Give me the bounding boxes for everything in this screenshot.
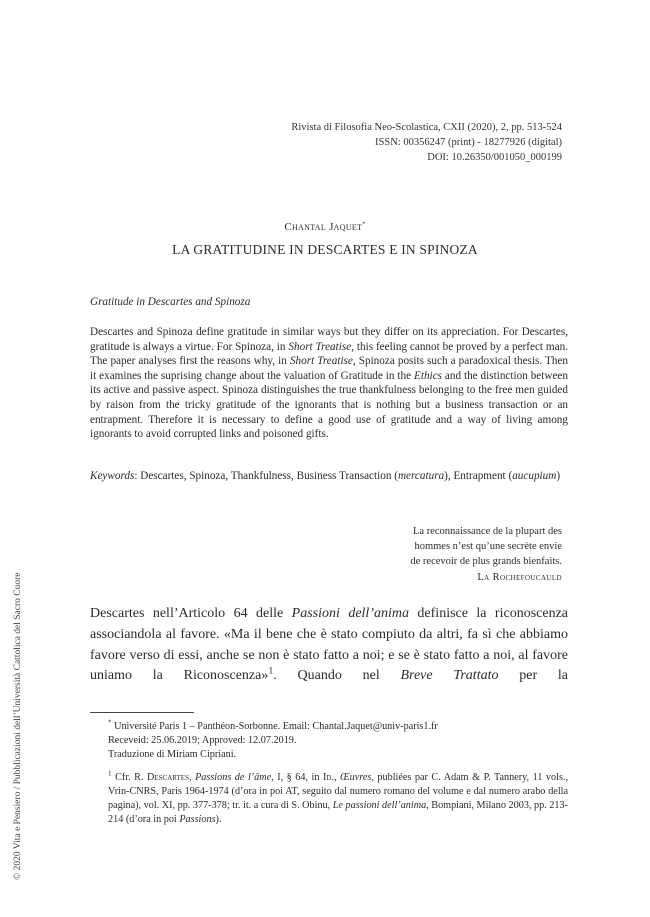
keywords-italic: aucupium (512, 470, 557, 482)
author-name-text: Chantal Jaquet (284, 221, 363, 233)
footnote-italic: Passions de l’âme (195, 772, 272, 784)
footnote-text: ., (331, 772, 341, 784)
footnote-author-name: Descartes (147, 772, 189, 784)
keywords-text: : Descartes, Spinoza, Thankfulness, Business Transaction ( (134, 470, 398, 482)
keywords-label: Keywords (90, 470, 135, 482)
keywords-text: ), Entrapment ( (444, 470, 513, 482)
footnote-text: Université Paris 1 – Panthéon-Sorbonne. Email: Chantal.Jaquet@univ-paris1.fr (111, 721, 438, 732)
epigraph-source: La Rochefoucauld (477, 572, 562, 584)
footnote-author (108, 720, 568, 761)
body-italic: Breve Trattato (400, 668, 499, 684)
body-italic: Passioni dell’anima (291, 606, 409, 621)
footnote-ref[interactable]: 1 (268, 665, 274, 677)
footnote-smallcaps: Id (322, 772, 332, 784)
epigraph-line: La reconnaissance de la plupart des (413, 526, 562, 537)
keywords-italic: mercatura (397, 470, 445, 482)
author-footnote-mark: * (362, 221, 366, 228)
footnote-text: , (188, 772, 196, 784)
abstract (90, 325, 568, 442)
article-title: LA GRATITUDINE IN DESCARTES E IN SPINOZA (172, 242, 478, 257)
footnote-italic: Œuvres (340, 772, 372, 784)
footnote-italic: Le passioni dell’anima (332, 799, 427, 811)
epigraph-line: hommes n’est qu’une secrète envie (414, 540, 562, 552)
abstract-paragraph (90, 325, 568, 442)
issn: ISSN: 00356247 (print) - 18277926 (digital) (375, 137, 562, 148)
abstract-italic: Short Treatise (289, 355, 353, 368)
body-text: . Quando nel (273, 668, 401, 684)
footnotes (108, 720, 568, 827)
abstract-italic: Ethics (414, 369, 442, 382)
footnote-separator (90, 712, 194, 713)
copyright-notice: © 2020 Vita e Pensiero / Pubblicazioni dell’Università Cattolica del Sacro Cuore (13, 572, 23, 880)
body-text: definisce la riconoscenza associandola al favore. «Ma il bene che è stato compiuto da altri, fa sì che abbiamo favore verso di essi, anche se non è stato fatto a noi; e se è stato fatto a noi, al favore uniamo la Riconoscenza» (90, 606, 568, 684)
footnote-line: Receveid: 25.06.2019; Approved: 12.07.2019. (108, 734, 297, 746)
footnote-line: Traduzione di Miriam Cipriani. (108, 748, 237, 760)
abstract-italic: Short Treatise (288, 340, 352, 353)
footnote-text: ). (215, 813, 222, 825)
doi: DOI: 10.26350/001050_000199 (427, 152, 562, 163)
footnote-line (108, 720, 568, 734)
footnote-1 (108, 771, 568, 826)
abstract-text: and the distinction between its active and passive aspect. Spinoza distinguishes the true thankfulness belonging to the free men guided by raison from the tricky gratitude of the ignorants that is nothing but a business transaction or an entrapment. Therefore it is necessary to define a good use of gratitude and a way of living among ignorants to avoid corrupted links and poisoned gifts. (90, 369, 568, 441)
footnote-text: , I, § 64, in (271, 772, 323, 784)
footnote-text: Cfr. R. (111, 772, 148, 784)
epigraph (342, 525, 562, 586)
abstract-text: Descartes and Spinoza define gratitude in similar ways but they differ on its appreciation. For Descartes, gratitude is always a virtue. For Spinoza, in (90, 326, 568, 353)
abstract-text: , this feeling cannot be proved by a perfect man. The paper analyses first the reasons why, in (90, 340, 568, 368)
footnote-mark: * (108, 718, 112, 727)
epigraph-line: de recevoir de plus grands bienfaits. (410, 555, 562, 567)
keywords (90, 469, 568, 484)
body-text: per la (498, 668, 568, 684)
journal-citation: Rivista di Filosofia Neo-Scolastica, CXII (2020), 2, pp. 513-524 (291, 122, 562, 133)
footnote-text: , Bompiani, Milano 2003, pp. 213-214 (d’ora in poi (108, 799, 568, 825)
author-name (0, 221, 650, 233)
footnote-italic: Passions (179, 813, 216, 825)
body-paragraph (90, 604, 568, 687)
footnote-mark: 1 (108, 770, 112, 778)
keywords-text: ) (556, 470, 561, 482)
journal-header (291, 120, 562, 165)
abstract-text: , Spinoza posits such a paradoxical thesis. Then it examines the suprising change about the valuation of Gratitude in the (90, 355, 569, 382)
body-text: Descartes nell’Articolo 64 delle (90, 606, 292, 621)
footnote-text: , publiées par C. Adam & P. Tannery, 11 vols., Vrin-CNRS, Paris 1964-1974 (d’ora in poi AT, seguito dal numero romano del volume e dal numero arabo della pagina), vol. XI, pp. 377-378; tr. it. a cura di S. Obinu, (108, 772, 569, 811)
english-title: Gratitude in Descartes and Spinoza (90, 296, 251, 308)
